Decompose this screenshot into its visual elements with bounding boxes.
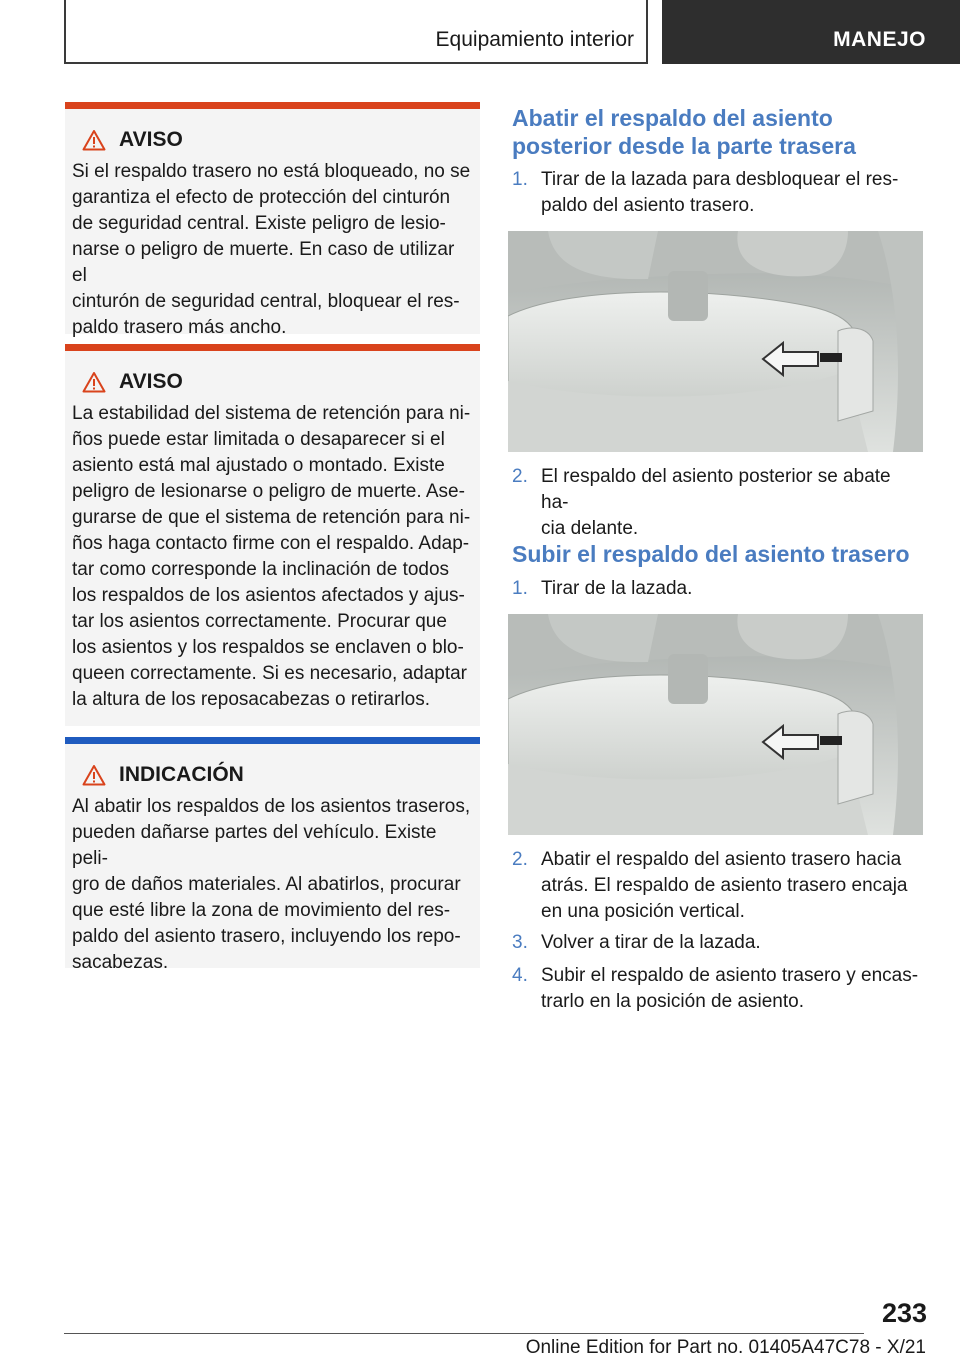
step-text: El respaldo del asiento posterior se abate ha‐ cia delante. bbox=[541, 466, 891, 539]
warning-triangle-icon bbox=[82, 129, 106, 151]
step-number: 3. bbox=[512, 932, 528, 953]
step-item bbox=[512, 847, 922, 925]
notice-body: La estabilidad del sistema de retención para ni‐ ños puede estar limitada o desaparecer si el asiento está mal ajustado o montado. Existe peligro de lesionarse o peligro de muerte. Ase‐ gurarse de que el sistema de retención para ni‐ ños haga contacto firme con el respaldo. Adap‐ tar como corresponde la inclinación de todos los respaldos de los asientos afectados y ajus‐ tar los asientos correctamente. Procurar que los asientos y los respaldos se enclaven o blo‐ queen correctamente. Si es necesario, adaptar la altura de los reposacabezas o retirarlos. bbox=[72, 403, 471, 710]
step-text: Subir el respaldo de asiento trasero y encas‐ trarlo en la posición de asiento. bbox=[541, 965, 919, 1012]
notice-body: Si el respaldo trasero no está bloqueado, no se garantiza el efecto de protección del cinturón de seguridad central. Existe peligro de lesio‐ narse o peligro de muerte. En caso de utilizar el cinturón de seguridad central, bloquear el res‐ paldo trasero más ancho. bbox=[72, 161, 471, 338]
header-chapter-title: MANEJO bbox=[833, 28, 926, 51]
step-number: 2. bbox=[512, 849, 528, 870]
step-item bbox=[512, 576, 922, 602]
notice-header bbox=[82, 369, 472, 395]
notice-header bbox=[82, 762, 472, 788]
step-item bbox=[512, 930, 922, 956]
notice-title: AVISO bbox=[119, 370, 183, 393]
step-text: Volver a tirar de la lazada. bbox=[541, 932, 761, 953]
header-section-box bbox=[64, 0, 648, 64]
notice-title: AVISO bbox=[119, 128, 183, 151]
warning-triangle-icon bbox=[82, 764, 106, 786]
step-text: Abatir el respaldo del asiento trasero hacia atrás. El respaldo de asiento trasero encaja en una posición vertical. bbox=[541, 849, 908, 922]
rear-seat-photo-fold bbox=[508, 231, 923, 452]
header-chapter-box bbox=[662, 0, 960, 64]
warning-notice-1 bbox=[65, 102, 480, 338]
section-heading-fold-backrest: Abatir el respaldo del asiento posterior desde la parte trasera bbox=[512, 105, 856, 159]
step-number: 4. bbox=[512, 965, 528, 986]
step-item bbox=[512, 464, 922, 542]
footer-divider bbox=[64, 1333, 864, 1334]
step-item bbox=[512, 963, 922, 1015]
section-heading-raise-backrest: Subir el respaldo del asiento trasero bbox=[512, 541, 910, 567]
step-number: 1. bbox=[512, 578, 528, 599]
step-number: 2. bbox=[512, 466, 528, 487]
step-text: Tirar de la lazada. bbox=[541, 578, 693, 599]
warning-triangle-icon bbox=[82, 371, 106, 393]
step-item bbox=[512, 167, 922, 219]
notice-title: INDICACIÓN bbox=[119, 763, 244, 786]
rear-seat-photo-raise bbox=[508, 614, 923, 835]
notice-header bbox=[82, 127, 472, 153]
footer-edition-text: Online Edition for Part no. 01405A47C78 - X/21 bbox=[525, 1337, 926, 1358]
header-section-title: Equipamiento interior bbox=[435, 28, 634, 51]
page-number: 233 bbox=[881, 1298, 927, 1328]
info-notice bbox=[65, 737, 480, 973]
notice-body: Al abatir los respaldos de los asientos traseros, pueden dañarse partes del vehículo. Existe peli‐ gro de daños materiales. Al abatirlos, procurar que esté libre la zona de movimiento del res‐ paldo del asiento trasero, incluyendo los repo‐ sacabezas. bbox=[72, 796, 471, 973]
step-text: Tirar de la lazada para desbloquear el res‐ paldo del asiento trasero. bbox=[541, 169, 899, 216]
warning-notice-2 bbox=[65, 344, 480, 726]
step-number: 1. bbox=[512, 169, 528, 190]
